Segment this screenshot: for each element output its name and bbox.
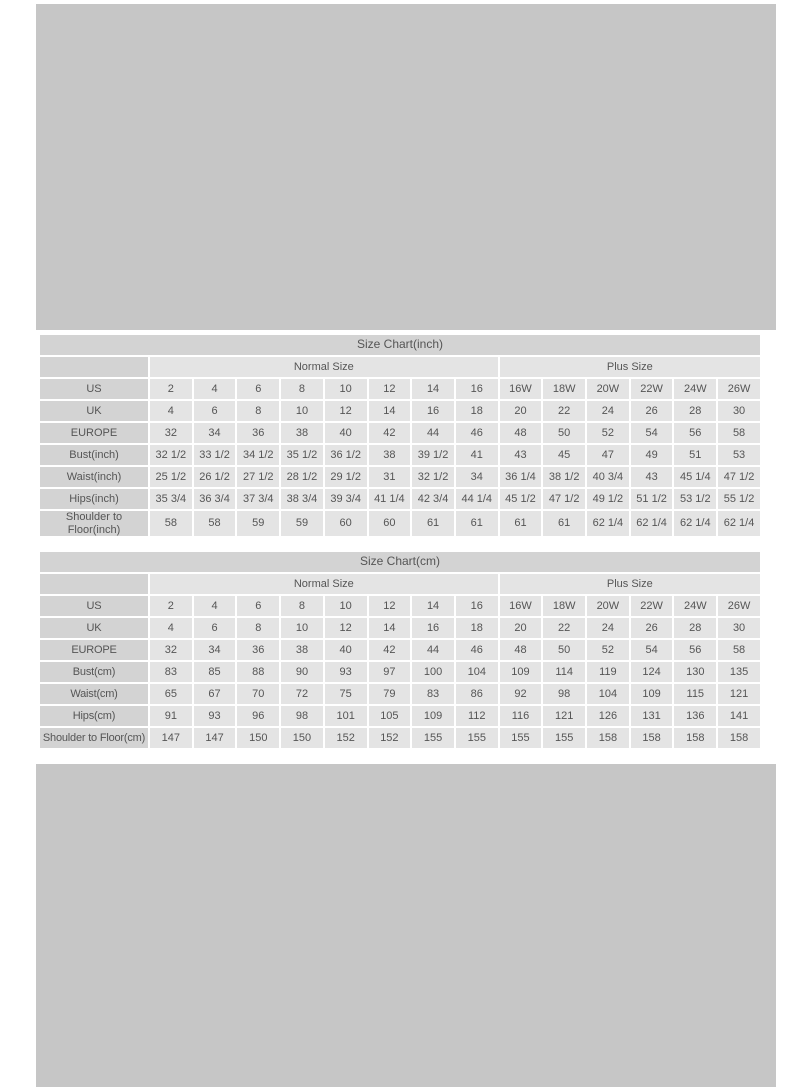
size-value-cell: 124 — [631, 662, 673, 682]
size-value-cell: 6 — [237, 379, 279, 399]
size-value-cell: 50 — [543, 640, 585, 660]
size-value-cell: 121 — [718, 684, 760, 704]
size-value-cell: 40 — [325, 640, 367, 660]
size-value-cell: 45 1/4 — [674, 467, 716, 487]
product-image-placeholder-top — [36, 4, 776, 330]
group-header-row — [40, 357, 760, 377]
group-header-normal-size: Normal Size — [150, 357, 498, 377]
size-value-cell: 40 3/4 — [587, 467, 629, 487]
corner-cell — [40, 357, 148, 377]
size-value-cell: 93 — [325, 662, 367, 682]
size-value-cell: 34 — [456, 467, 498, 487]
size-value-cell: 42 — [369, 423, 411, 443]
size-value-cell: 20W — [587, 596, 629, 616]
size-value-cell: 16 — [412, 401, 454, 421]
size-value-cell: 16W — [500, 379, 542, 399]
size-value-cell: 28 — [674, 618, 716, 638]
size-value-cell: 100 — [412, 662, 454, 682]
size-value-cell: 155 — [543, 728, 585, 748]
size-value-cell: 131 — [631, 706, 673, 726]
size-value-cell: 22 — [543, 401, 585, 421]
row-label: Waist(inch) — [40, 467, 148, 487]
size-value-cell: 42 3/4 — [412, 489, 454, 509]
size-value-cell: 155 — [456, 728, 498, 748]
size-value-cell: 46 — [456, 423, 498, 443]
size-value-cell: 12 — [369, 379, 411, 399]
size-value-cell: 59 — [281, 511, 323, 536]
size-value-cell: 91 — [150, 706, 192, 726]
size-value-cell: 98 — [543, 684, 585, 704]
size-value-cell: 83 — [150, 662, 192, 682]
size-chart-inch-table — [38, 333, 762, 538]
size-value-cell: 52 — [587, 423, 629, 443]
size-value-cell: 136 — [674, 706, 716, 726]
size-value-cell: 43 — [631, 467, 673, 487]
table-title-row — [40, 335, 760, 355]
table-row — [40, 596, 760, 616]
size-value-cell: 67 — [194, 684, 236, 704]
size-value-cell: 83 — [412, 684, 454, 704]
size-value-cell: 61 — [543, 511, 585, 536]
size-value-cell: 6 — [194, 618, 236, 638]
size-value-cell: 18 — [456, 618, 498, 638]
size-value-cell: 14 — [412, 379, 454, 399]
size-value-cell: 135 — [718, 662, 760, 682]
size-value-cell: 26 — [631, 618, 673, 638]
table-row — [40, 423, 760, 443]
size-value-cell: 42 — [369, 640, 411, 660]
size-value-cell: 26 — [631, 401, 673, 421]
size-value-cell: 26 1/2 — [194, 467, 236, 487]
size-value-cell: 150 — [281, 728, 323, 748]
size-value-cell: 51 1/2 — [631, 489, 673, 509]
size-value-cell: 25 1/2 — [150, 467, 192, 487]
size-value-cell: 14 — [369, 401, 411, 421]
size-value-cell: 8 — [237, 618, 279, 638]
size-value-cell: 155 — [412, 728, 454, 748]
size-value-cell: 36 — [237, 423, 279, 443]
size-value-cell: 32 — [150, 423, 192, 443]
size-value-cell: 61 — [456, 511, 498, 536]
size-value-cell: 62 1/4 — [587, 511, 629, 536]
size-value-cell: 16W — [500, 596, 542, 616]
size-value-cell: 41 — [456, 445, 498, 465]
size-value-cell: 70 — [237, 684, 279, 704]
size-value-cell: 155 — [500, 728, 542, 748]
size-value-cell: 58 — [150, 511, 192, 536]
size-value-cell: 152 — [369, 728, 411, 748]
size-value-cell: 38 — [281, 640, 323, 660]
size-value-cell: 20 — [500, 401, 542, 421]
size-value-cell: 8 — [281, 379, 323, 399]
size-value-cell: 86 — [456, 684, 498, 704]
table-title: Size Chart(inch) — [40, 335, 760, 355]
size-value-cell: 34 1/2 — [237, 445, 279, 465]
size-value-cell: 62 1/4 — [631, 511, 673, 536]
row-label: Waist(cm) — [40, 684, 148, 704]
table-row — [40, 684, 760, 704]
size-value-cell: 43 — [500, 445, 542, 465]
size-value-cell: 48 — [500, 640, 542, 660]
size-value-cell: 16 — [456, 596, 498, 616]
size-value-cell: 24W — [674, 596, 716, 616]
size-value-cell: 44 1/4 — [456, 489, 498, 509]
size-value-cell: 47 1/2 — [718, 467, 760, 487]
size-value-cell: 79 — [369, 684, 411, 704]
size-value-cell: 65 — [150, 684, 192, 704]
size-value-cell: 18 — [456, 401, 498, 421]
size-value-cell: 26W — [718, 379, 760, 399]
size-value-cell: 72 — [281, 684, 323, 704]
product-image-placeholder-bottom — [36, 764, 776, 1087]
row-label: Bust(inch) — [40, 445, 148, 465]
size-value-cell: 16 — [412, 618, 454, 638]
size-value-cell: 16 — [456, 379, 498, 399]
size-value-cell: 22W — [631, 596, 673, 616]
table-row — [40, 511, 760, 536]
table-row — [40, 379, 760, 399]
size-value-cell: 29 1/2 — [325, 467, 367, 487]
size-value-cell: 49 1/2 — [587, 489, 629, 509]
size-value-cell: 44 — [412, 640, 454, 660]
size-value-cell: 38 1/2 — [543, 467, 585, 487]
size-value-cell: 98 — [281, 706, 323, 726]
size-value-cell: 59 — [237, 511, 279, 536]
size-value-cell: 4 — [194, 379, 236, 399]
table-title: Size Chart(cm) — [40, 552, 760, 572]
size-value-cell: 152 — [325, 728, 367, 748]
size-value-cell: 96 — [237, 706, 279, 726]
size-value-cell: 14 — [412, 596, 454, 616]
size-value-cell: 35 3/4 — [150, 489, 192, 509]
row-label: UK — [40, 618, 148, 638]
table-row — [40, 662, 760, 682]
size-value-cell: 28 1/2 — [281, 467, 323, 487]
size-value-cell: 60 — [369, 511, 411, 536]
size-value-cell: 32 — [150, 640, 192, 660]
size-value-cell: 119 — [587, 662, 629, 682]
size-value-cell: 4 — [150, 401, 192, 421]
size-value-cell: 56 — [674, 640, 716, 660]
size-value-cell: 12 — [325, 618, 367, 638]
row-label: Shoulder to Floor(inch) — [40, 511, 148, 536]
size-value-cell: 35 1/2 — [281, 445, 323, 465]
group-header-normal-size: Normal Size — [150, 574, 498, 594]
size-value-cell: 47 — [587, 445, 629, 465]
size-value-cell: 58 — [718, 640, 760, 660]
size-value-cell: 39 1/2 — [412, 445, 454, 465]
size-value-cell: 32 1/2 — [150, 445, 192, 465]
size-value-cell: 30 — [718, 618, 760, 638]
size-value-cell: 158 — [674, 728, 716, 748]
size-value-cell: 55 1/2 — [718, 489, 760, 509]
size-value-cell: 147 — [194, 728, 236, 748]
size-value-cell: 51 — [674, 445, 716, 465]
table-row — [40, 445, 760, 465]
size-value-cell: 18W — [543, 379, 585, 399]
size-value-cell: 40 — [325, 423, 367, 443]
row-label: US — [40, 596, 148, 616]
size-value-cell: 22 — [543, 618, 585, 638]
size-value-cell: 85 — [194, 662, 236, 682]
size-value-cell: 90 — [281, 662, 323, 682]
size-value-cell: 24 — [587, 618, 629, 638]
size-value-cell: 38 — [369, 445, 411, 465]
group-header-plus-size: Plus Size — [500, 574, 760, 594]
size-value-cell: 101 — [325, 706, 367, 726]
size-value-cell: 4 — [194, 596, 236, 616]
size-value-cell: 53 — [718, 445, 760, 465]
size-value-cell: 45 1/2 — [500, 489, 542, 509]
size-value-cell: 141 — [718, 706, 760, 726]
size-value-cell: 41 1/4 — [369, 489, 411, 509]
size-value-cell: 109 — [631, 684, 673, 704]
size-value-cell: 22W — [631, 379, 673, 399]
size-value-cell: 20W — [587, 379, 629, 399]
size-value-cell: 24W — [674, 379, 716, 399]
size-value-cell: 27 1/2 — [237, 467, 279, 487]
size-value-cell: 58 — [718, 423, 760, 443]
row-label: Hips(cm) — [40, 706, 148, 726]
table-row — [40, 489, 760, 509]
size-value-cell: 4 — [150, 618, 192, 638]
size-value-cell: 115 — [674, 684, 716, 704]
size-value-cell: 36 3/4 — [194, 489, 236, 509]
size-value-cell: 97 — [369, 662, 411, 682]
size-value-cell: 112 — [456, 706, 498, 726]
size-value-cell: 38 — [281, 423, 323, 443]
size-value-cell: 6 — [194, 401, 236, 421]
size-value-cell: 121 — [543, 706, 585, 726]
size-value-cell: 39 3/4 — [325, 489, 367, 509]
size-value-cell: 2 — [150, 596, 192, 616]
size-value-cell: 20 — [500, 618, 542, 638]
size-value-cell: 105 — [369, 706, 411, 726]
row-label: EUROPE — [40, 640, 148, 660]
size-value-cell: 44 — [412, 423, 454, 443]
size-value-cell: 54 — [631, 640, 673, 660]
table-row — [40, 640, 760, 660]
table-row — [40, 467, 760, 487]
size-value-cell: 33 1/2 — [194, 445, 236, 465]
size-value-cell: 62 1/4 — [718, 511, 760, 536]
size-value-cell: 10 — [325, 379, 367, 399]
size-value-cell: 26W — [718, 596, 760, 616]
size-value-cell: 147 — [150, 728, 192, 748]
size-value-cell: 88 — [237, 662, 279, 682]
size-value-cell: 109 — [412, 706, 454, 726]
size-value-cell: 36 1/4 — [500, 467, 542, 487]
size-value-cell: 14 — [369, 618, 411, 638]
size-value-cell: 37 3/4 — [237, 489, 279, 509]
size-value-cell: 28 — [674, 401, 716, 421]
size-value-cell: 32 1/2 — [412, 467, 454, 487]
size-value-cell: 54 — [631, 423, 673, 443]
size-value-cell: 2 — [150, 379, 192, 399]
size-value-cell: 158 — [587, 728, 629, 748]
size-value-cell: 50 — [543, 423, 585, 443]
group-header-row — [40, 574, 760, 594]
size-value-cell: 48 — [500, 423, 542, 443]
size-value-cell: 12 — [325, 401, 367, 421]
size-value-cell: 45 — [543, 445, 585, 465]
corner-cell — [40, 574, 148, 594]
size-value-cell: 58 — [194, 511, 236, 536]
size-value-cell: 12 — [369, 596, 411, 616]
size-value-cell: 60 — [325, 511, 367, 536]
size-value-cell: 93 — [194, 706, 236, 726]
group-header-plus-size: Plus Size — [500, 357, 760, 377]
row-label: EUROPE — [40, 423, 148, 443]
size-value-cell: 150 — [237, 728, 279, 748]
row-label: Hips(inch) — [40, 489, 148, 509]
size-chart-cm-table — [38, 550, 762, 750]
row-label: Shoulder to Floor(cm) — [40, 728, 148, 748]
table-row — [40, 706, 760, 726]
table-row — [40, 401, 760, 421]
size-value-cell: 31 — [369, 467, 411, 487]
size-value-cell: 92 — [500, 684, 542, 704]
size-value-cell: 49 — [631, 445, 673, 465]
size-value-cell: 116 — [500, 706, 542, 726]
size-value-cell: 126 — [587, 706, 629, 726]
size-value-cell: 47 1/2 — [543, 489, 585, 509]
size-value-cell: 10 — [281, 401, 323, 421]
size-value-cell: 114 — [543, 662, 585, 682]
size-value-cell: 30 — [718, 401, 760, 421]
table-row — [40, 728, 760, 748]
size-value-cell: 36 1/2 — [325, 445, 367, 465]
size-chart-section — [38, 333, 762, 750]
size-value-cell: 10 — [325, 596, 367, 616]
size-value-cell: 10 — [281, 618, 323, 638]
size-value-cell: 52 — [587, 640, 629, 660]
size-value-cell: 104 — [456, 662, 498, 682]
size-value-cell: 61 — [412, 511, 454, 536]
table-title-row — [40, 552, 760, 572]
size-value-cell: 56 — [674, 423, 716, 443]
row-label: Bust(cm) — [40, 662, 148, 682]
size-value-cell: 34 — [194, 423, 236, 443]
size-value-cell: 8 — [237, 401, 279, 421]
size-value-cell: 158 — [631, 728, 673, 748]
size-value-cell: 75 — [325, 684, 367, 704]
size-value-cell: 61 — [500, 511, 542, 536]
size-value-cell: 158 — [718, 728, 760, 748]
row-label: US — [40, 379, 148, 399]
table-row — [40, 618, 760, 638]
size-value-cell: 18W — [543, 596, 585, 616]
row-label: UK — [40, 401, 148, 421]
size-value-cell: 38 3/4 — [281, 489, 323, 509]
size-value-cell: 62 1/4 — [674, 511, 716, 536]
size-value-cell: 53 1/2 — [674, 489, 716, 509]
size-value-cell: 46 — [456, 640, 498, 660]
size-value-cell: 34 — [194, 640, 236, 660]
size-value-cell: 36 — [237, 640, 279, 660]
size-value-cell: 130 — [674, 662, 716, 682]
size-value-cell: 24 — [587, 401, 629, 421]
size-value-cell: 104 — [587, 684, 629, 704]
size-value-cell: 8 — [281, 596, 323, 616]
size-value-cell: 6 — [237, 596, 279, 616]
size-value-cell: 109 — [500, 662, 542, 682]
